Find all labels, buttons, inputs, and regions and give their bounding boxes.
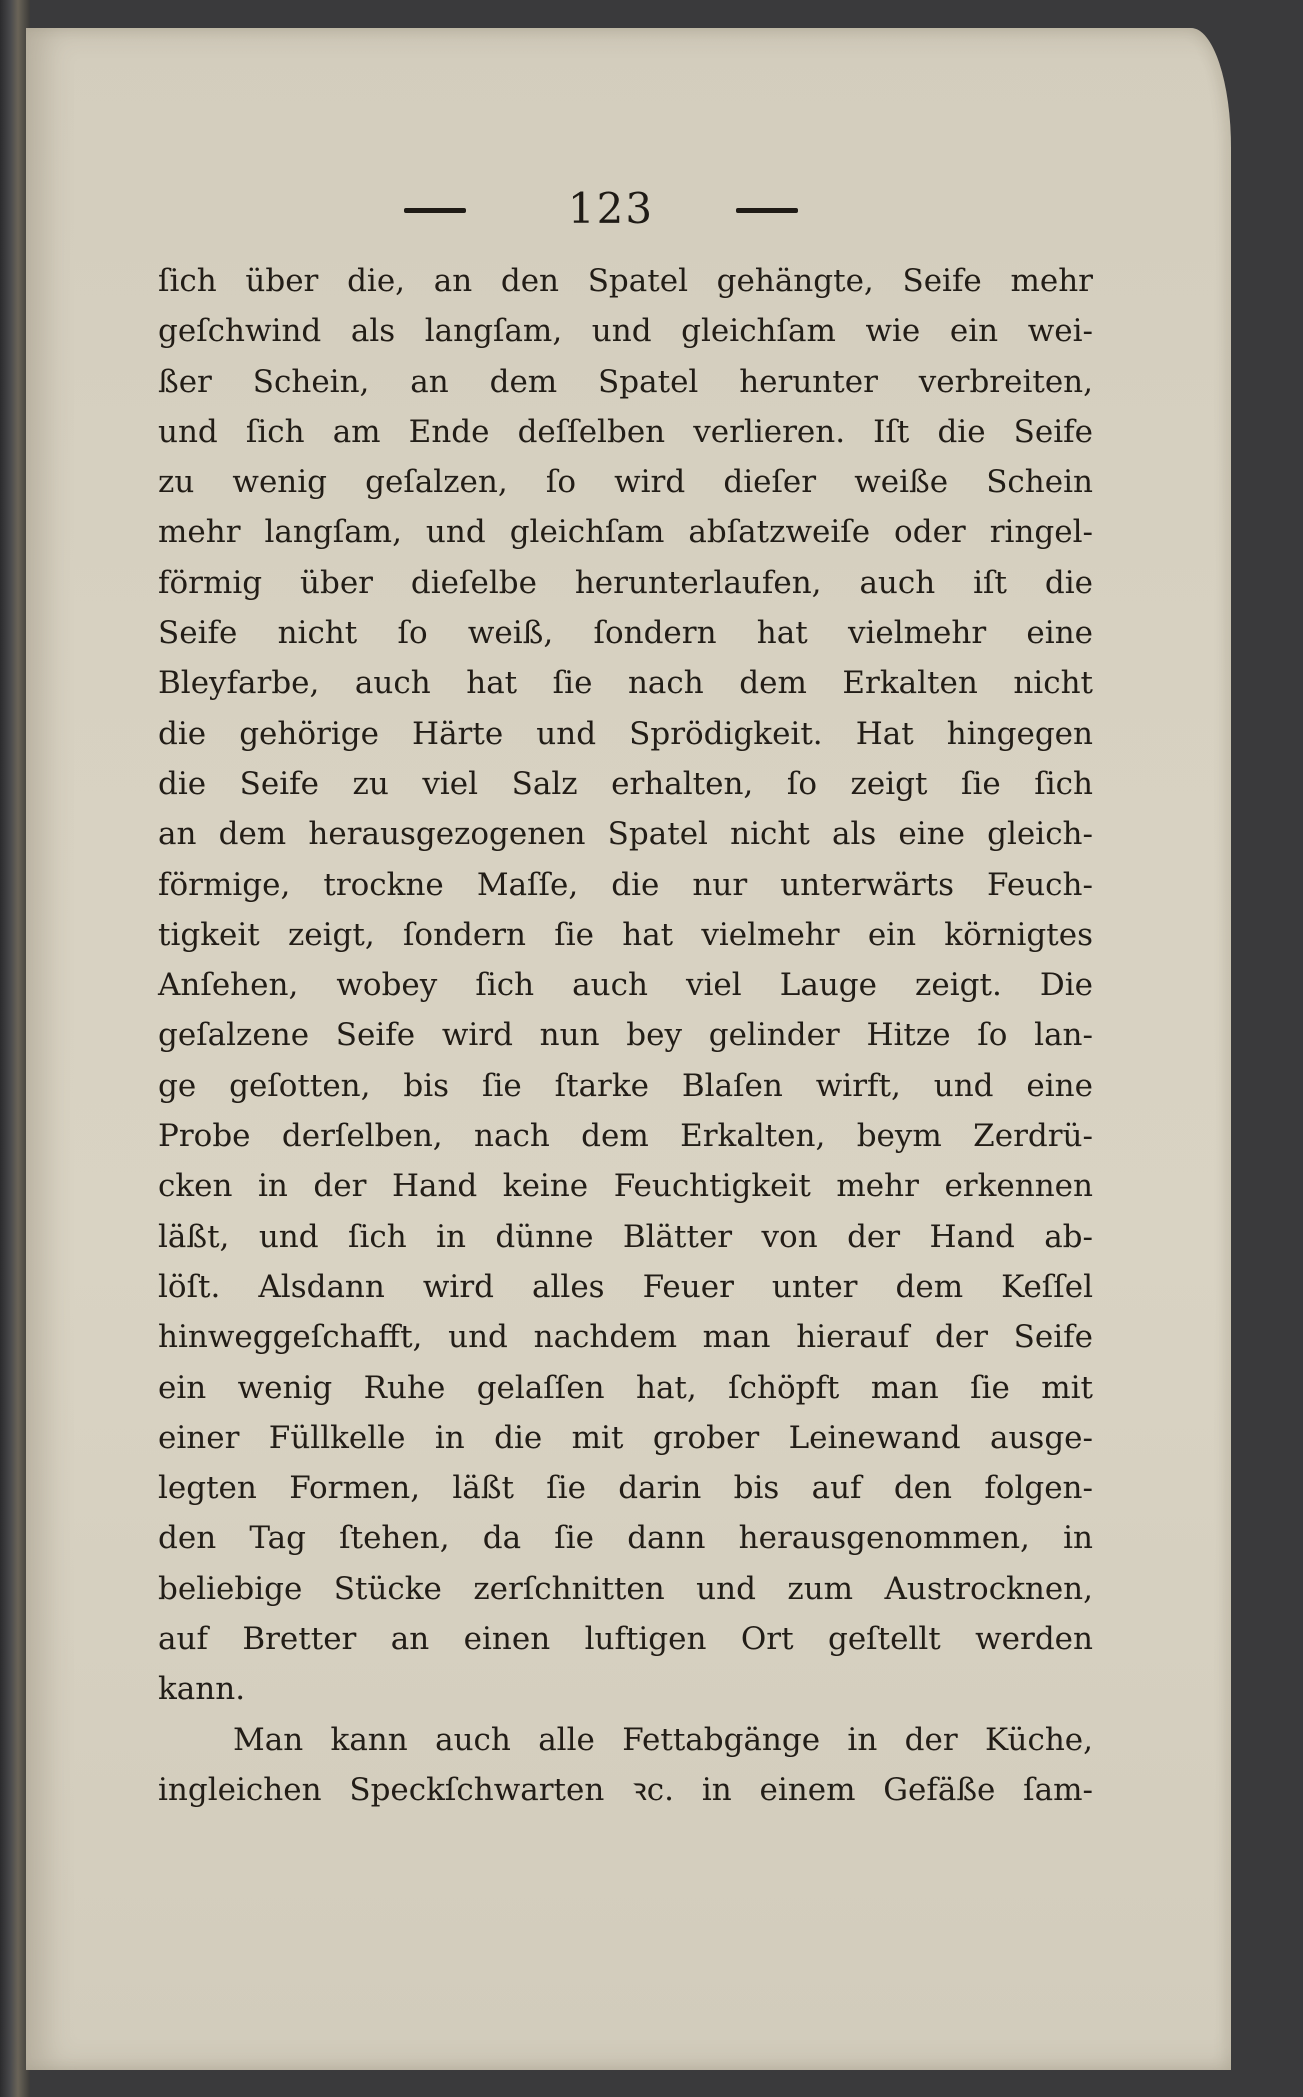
text-line: geſchwind als langſam, und gleichſam wie ein wei-: [158, 313, 1093, 350]
text-line: ßer Schein, an dem Spatel herunter verbreiten,: [158, 363, 1093, 400]
paragraph-start-line: Man kann auch alle Fettabgänge in der Küche,: [233, 1721, 1093, 1758]
text-line: die gehörige Härte und Sprödigkeit. Hat hingegen: [158, 715, 1093, 752]
header-dash-left: [404, 208, 466, 213]
text-line: den Tag ſtehen, da ſie dann herausgenommen, in: [158, 1520, 1093, 1557]
text-line: ge geſotten, bis ſie ſtarke Blaſen wirft, und eine: [158, 1067, 1093, 1104]
text-line: einer Füllkelle in die mit grober Leinewand ausge-: [158, 1419, 1093, 1456]
page-header: [26, 178, 1231, 238]
book-page: [26, 28, 1231, 2070]
page-number: 123: [567, 184, 655, 233]
text-line: förmig über dieſelbe herunterlaufen, auch iſt die: [158, 564, 1093, 601]
text-line: geſalzene Seife wird nun bey gelinder Hitze ſo lan-: [158, 1017, 1093, 1054]
text-line: legten Formen, läßt ſie darin bis auf den folgen-: [158, 1470, 1093, 1507]
paragraph-end-line: kann.: [158, 1671, 246, 1708]
text-line: und ſich am Ende deſſelben verlieren. Iſt die Seife: [158, 413, 1093, 450]
text-line: die Seife zu viel Salz erhalten, ſo zeigt ſie ſich: [158, 765, 1093, 802]
text-line: cken in der Hand keine Feuchtigkeit mehr erkennen: [158, 1168, 1093, 1205]
header-dash-right: [736, 208, 798, 213]
text-line: zu wenig geſalzen, ſo wird dieſer weiße Schein: [158, 464, 1093, 501]
text-line: Anſehen, wobey ſich auch viel Lauge zeigt. Die: [158, 967, 1093, 1004]
text-line: tigkeit zeigt, ſondern ſie hat vielmehr ein körnigtes: [158, 916, 1093, 953]
text-line: auf Bretter an einen luftigen Ort geſtellt werden: [158, 1621, 1093, 1658]
text-line: Seife nicht ſo weiß, ſondern hat vielmehr eine: [158, 615, 1093, 652]
text-line: ſich über die, an den Spatel gehängte, Seife mehr: [158, 263, 1093, 299]
text-line: ein wenig Ruhe gelaſſen hat, ſchöpft man ſie mit: [158, 1369, 1093, 1406]
text-line: Bleyfarbe, auch hat ſie nach dem Erkalten nicht: [158, 665, 1093, 702]
text-line: läßt, und ſich in dünne Blätter von der Hand ab-: [158, 1218, 1093, 1255]
text-line: löſt. Alsdann wird alles Feuer unter dem Keſſel: [158, 1268, 1093, 1305]
text-line: hinweggeſchafft, und nachdem man hierauf der Seife: [158, 1319, 1093, 1356]
text-line: mehr langſam, und gleichſam abſatzweiſe oder ringel-: [158, 514, 1093, 551]
text-line: förmige, trockne Maſſe, die nur unterwärts Feuch-: [158, 866, 1093, 903]
text-line: Probe derſelben, nach dem Erkalten, beym Zerdrü-: [158, 1118, 1093, 1155]
text-line: ingleichen Speckſchwarten ꝛc. in einem Gefäße ſam-: [158, 1771, 1093, 1808]
text-line: an dem herausgezogenen Spatel nicht als eine gleich-: [158, 816, 1093, 853]
text-line: beliebige Stücke zerſchnitten und zum Austrocknen,: [158, 1570, 1093, 1607]
body-text: [158, 256, 1093, 1815]
